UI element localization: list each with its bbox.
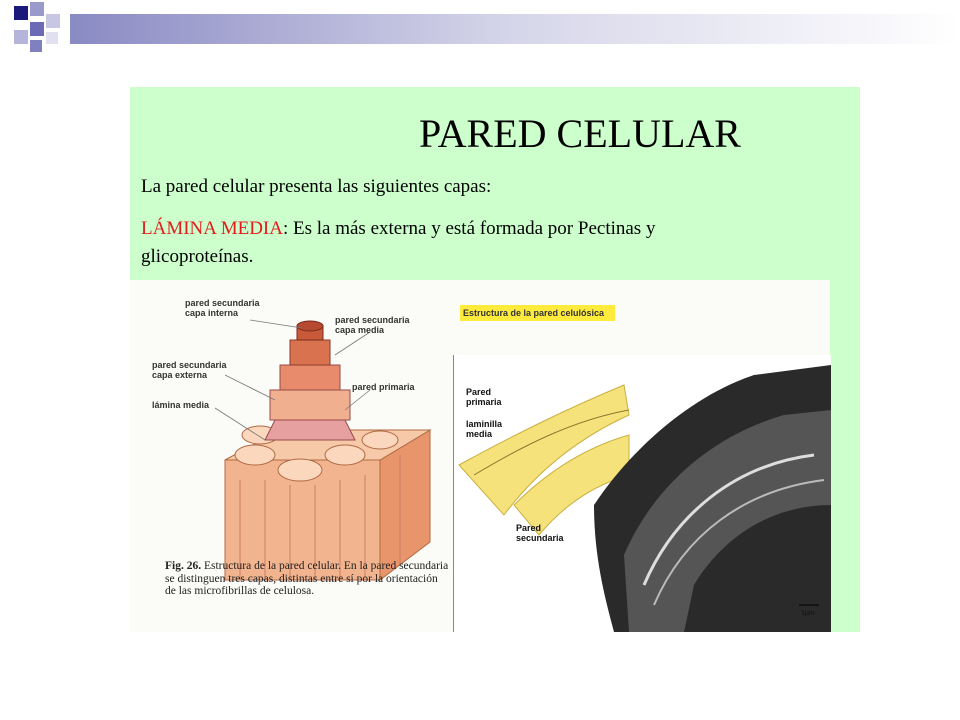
- label-pared-primaria-right: Pared primaria: [466, 387, 502, 407]
- micrograph-image: [454, 355, 831, 632]
- intro-text: La pared celular presenta las siguientes capas:: [141, 176, 492, 197]
- header-band: [0, 0, 960, 60]
- micrograph-panel: [453, 355, 831, 632]
- caption-text: Estructura de la pared celular. En la pared secundaria se distinguen tres capas, distintas entre sí por la orientación de las microfibrillas de celulosa.: [165, 560, 449, 597]
- label-pared-primaria: pared primaria: [352, 382, 415, 392]
- definition-text: : Es la más externa y está formada por Pectinas y: [282, 218, 656, 239]
- figure-caption: [165, 560, 450, 598]
- term-lamina-media: LÁMINA MEDIA: [141, 218, 283, 239]
- label-sec-externa: pared secundaria capa externa: [152, 360, 227, 380]
- header-gradient-decoration: [0, 0, 960, 60]
- label-sec-media: pared secundaria capa media: [335, 315, 410, 335]
- label-laminilla-media: laminilla media: [466, 419, 503, 439]
- label-pared-secundaria: Pared secundaria: [516, 523, 564, 543]
- figure-right-heading: Estructura de la pared celulósica: [463, 308, 605, 318]
- definition-line: [141, 216, 655, 242]
- definition-continuation: glicoproteínas.: [141, 246, 254, 267]
- caption-label: Fig. 26.: [165, 560, 202, 572]
- label-sec-interna: pared secundaria capa interna: [185, 298, 260, 318]
- slide-title: PARED CELULAR: [419, 111, 741, 156]
- label-lamina-media: lámina media: [152, 400, 210, 410]
- scale-bar-label: 1µm: [801, 610, 815, 617]
